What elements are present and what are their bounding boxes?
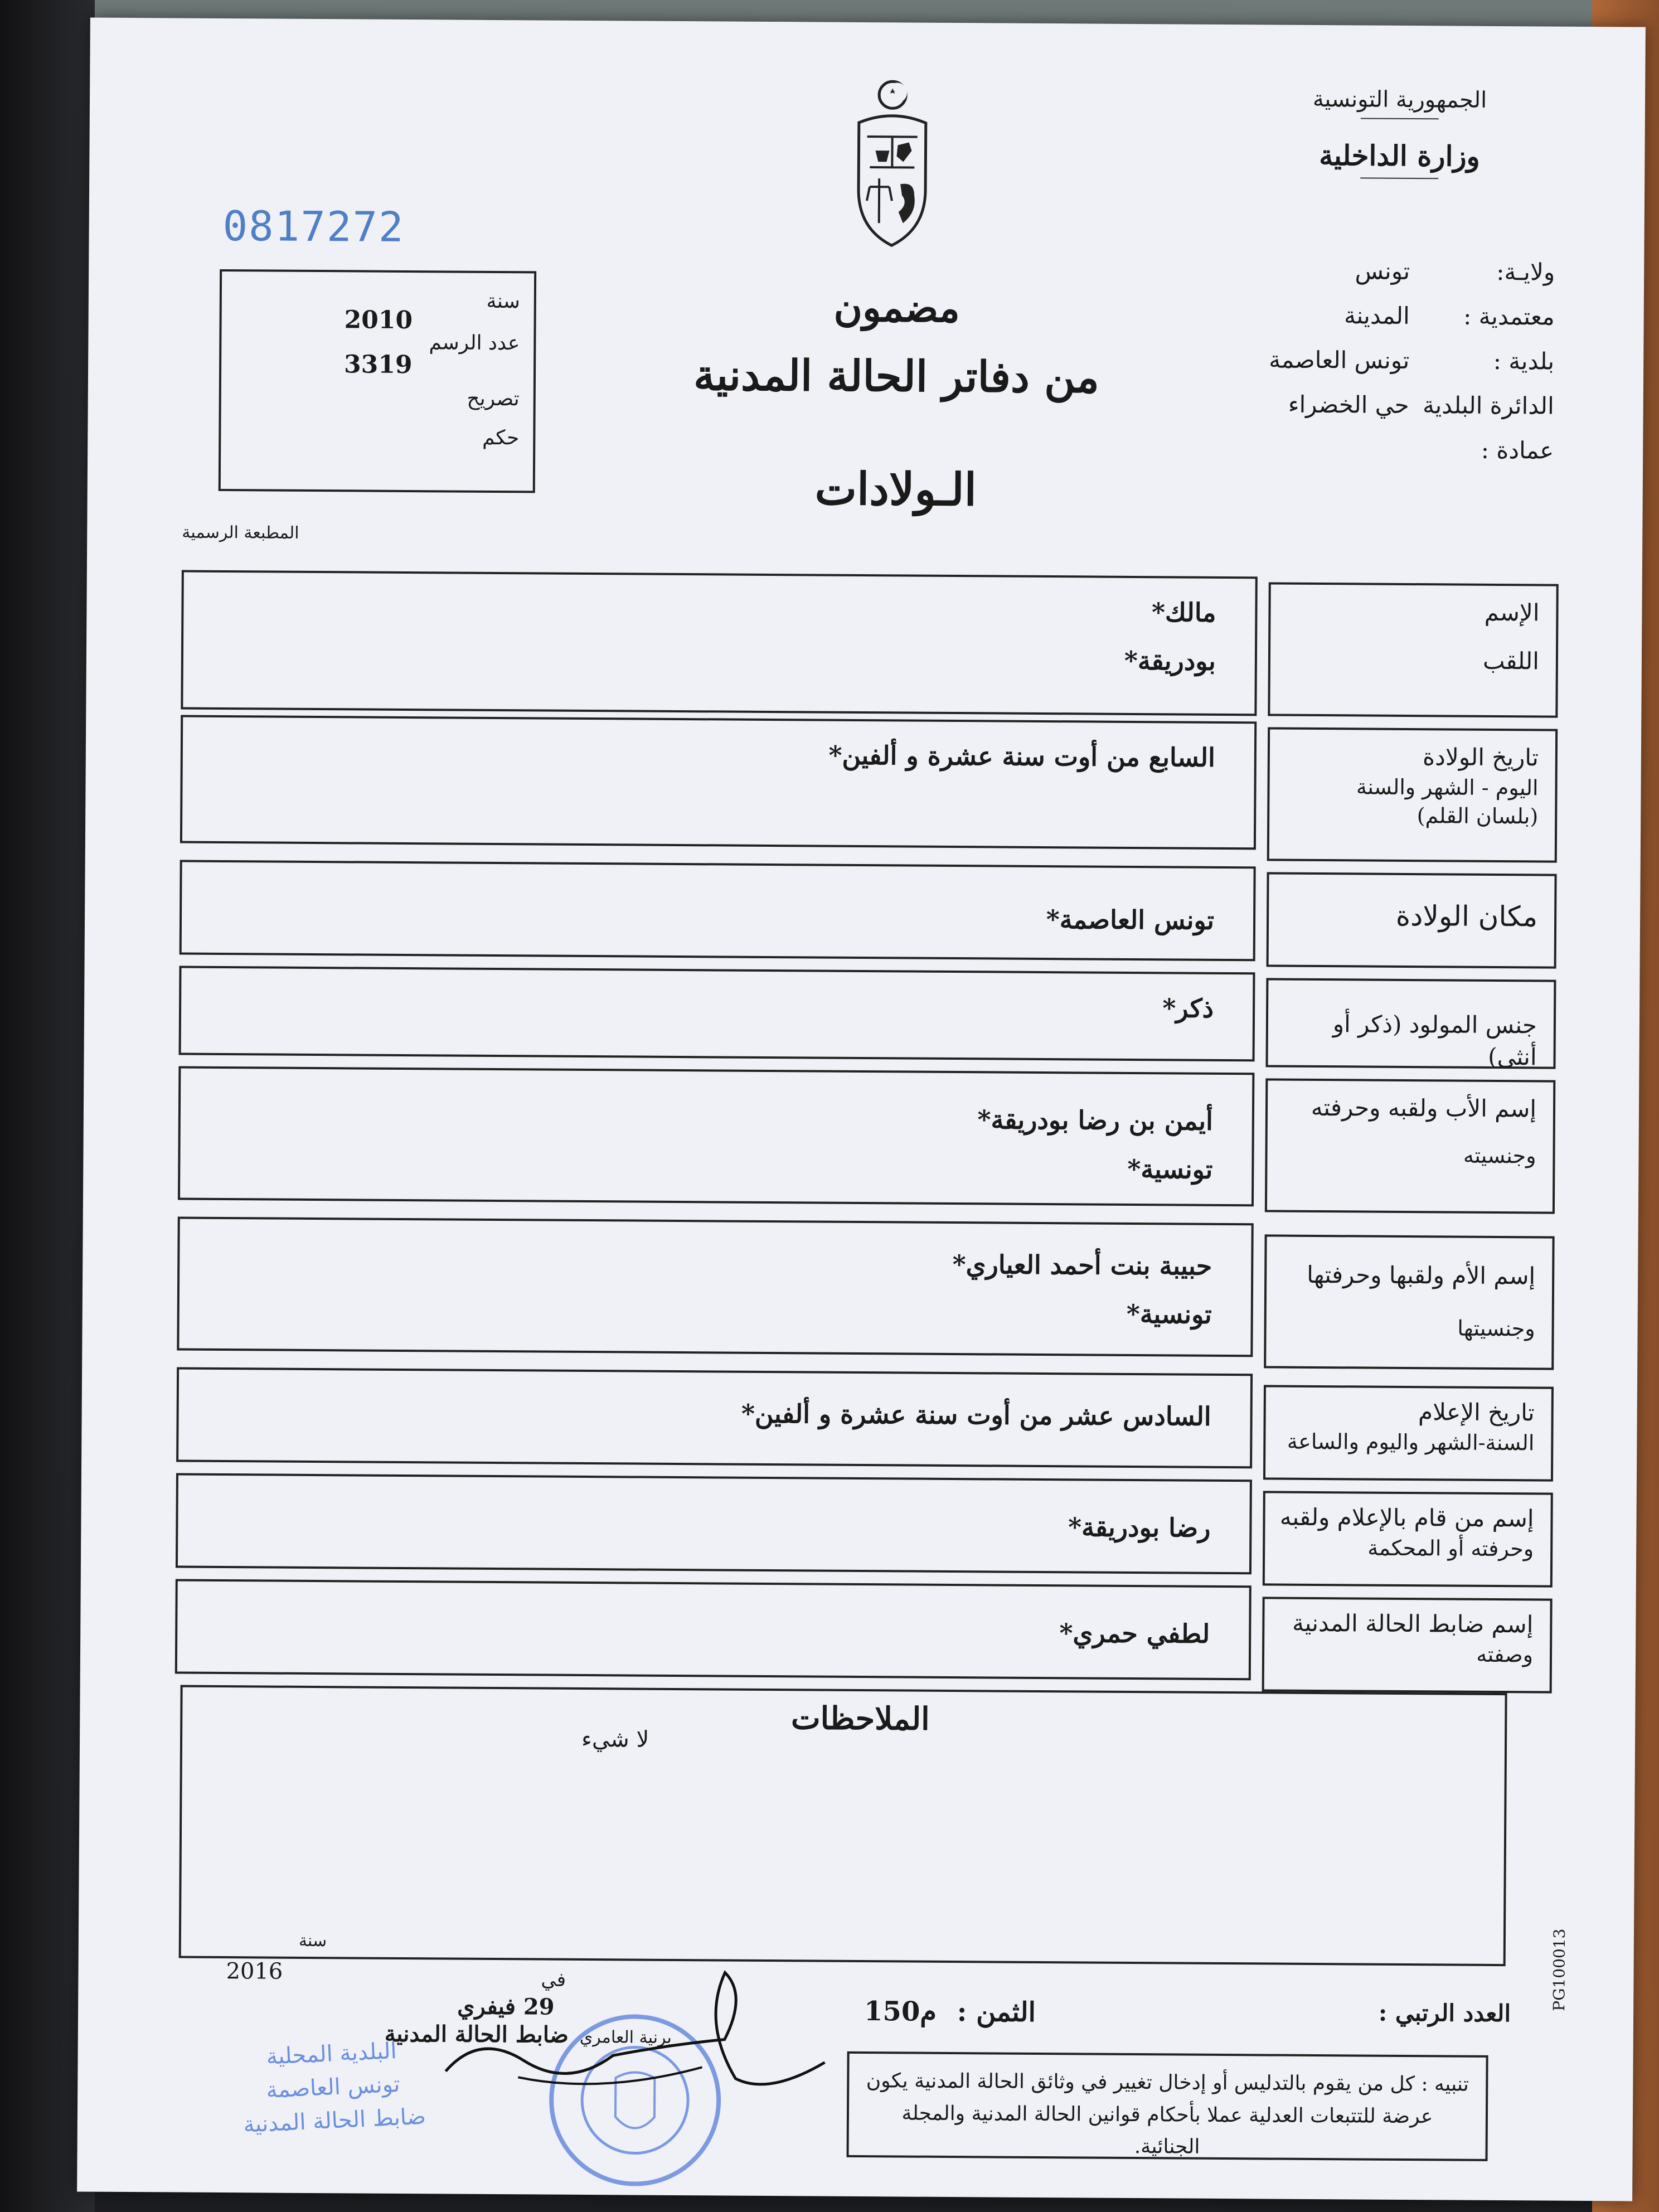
record-year: 2010	[344, 305, 413, 335]
declaration-date-label: تاريخ الإعلام	[1418, 1398, 1535, 1427]
stamp-line: البلدية المحلية	[265, 2038, 397, 2070]
declaration-date-value: السادس عشر من أوت سنة عشرة و ألفين*	[741, 1398, 1211, 1432]
birth-place-label: مكان الولادة	[1395, 899, 1538, 933]
mother-nationality-value: تونسية*	[1126, 1299, 1212, 1330]
sex-value-cell	[179, 966, 1255, 1062]
coat-of-arms-icon	[836, 78, 948, 257]
order-number-label: العدد الرتبي :	[1378, 1998, 1511, 2027]
signature-icon	[434, 1959, 837, 2107]
first-name-value: مالك*	[1151, 597, 1216, 628]
signer-name: برنية العامري	[579, 2027, 672, 2048]
sex-value: ذكر*	[1162, 993, 1214, 1023]
birth-place-label-cell	[1267, 872, 1557, 968]
father-value-cell	[178, 1066, 1254, 1207]
price	[864, 1996, 1036, 2028]
footer-year-label: سنة	[298, 1930, 327, 1951]
municipality-value: تونس العاصمة	[1269, 345, 1410, 374]
judgment-label: حكم	[482, 426, 520, 450]
record-number-label: عدد الرسم	[429, 331, 520, 355]
republic-name: الجمهورية التونسية	[1312, 86, 1487, 113]
birth-date-sublabel: اليوم - الشهر والسنة	[1356, 774, 1539, 801]
divider	[1361, 118, 1439, 119]
record-year-label: سنة	[486, 289, 520, 313]
officer-sublabel: وصفته	[1476, 1642, 1534, 1667]
father-nationality-label: وجنسيته	[1463, 1143, 1536, 1168]
mother-value-cell	[177, 1217, 1253, 1357]
father-value: أيمن بن رضا بودريقة*	[977, 1104, 1214, 1136]
ministry-header	[1299, 86, 1500, 180]
governorate-value: تونس	[1355, 256, 1410, 285]
warning-box: تنبيه : كل من يقوم بالتدليس أو إدخال تغيير في وثائق الحالة المدنية يكون عرضة للتتبعات العدلية عملا بأحكام قوانين الحالة المدنية والمجلة الجنائية.	[847, 2051, 1488, 2161]
surname-label: اللقب	[1482, 647, 1540, 675]
birth-date-label: تاريخ الولادة	[1422, 743, 1539, 772]
officer-value: لطفي حمري*	[1059, 1618, 1210, 1649]
sex-label-cell	[1265, 978, 1556, 1069]
father-label: إسم الأب ولقبه وحرفته	[1311, 1093, 1537, 1123]
remarks-value: لا شيء	[581, 1726, 649, 1753]
remarks-title: الملاحظات	[790, 1700, 930, 1738]
birth-date-value-cell	[180, 715, 1257, 850]
footer-officer-title: ضابط الحالة المدنية	[384, 2020, 569, 2048]
first-name-label: الإسم	[1484, 598, 1540, 627]
declaration-date-value-cell	[176, 1367, 1253, 1469]
mother-value: حبيبة بنت أحمد العياري*	[952, 1249, 1212, 1281]
serial-number: 0817272	[222, 202, 405, 251]
delegation-label: معتمدية :	[1463, 302, 1555, 331]
district-label: الدائرة البلدية	[1422, 391, 1554, 420]
footer-year: 2016	[226, 1958, 283, 1985]
birth-place-value-cell	[180, 860, 1256, 962]
name-label-cell	[1268, 582, 1558, 717]
declarant-label: إسم من قام بالإعلام ولقبه	[1279, 1503, 1534, 1532]
stamp-line: تونس العاصمة	[265, 2071, 401, 2103]
declaration-label: تصريح	[467, 387, 520, 411]
footer-in-label: في	[541, 1968, 566, 1991]
officer-label: إسم ضابط الحالة المدنية	[1292, 1609, 1534, 1638]
title-births: الـولادات	[814, 462, 977, 516]
record-number: 3319	[343, 350, 413, 380]
declarant-value: رضا بودريقة*	[1068, 1512, 1211, 1543]
record-box	[219, 269, 536, 493]
district-value: حي الخضراء	[1288, 390, 1409, 419]
birth-date-value: السابع من أوت سنة عشرة و ألفين*	[828, 740, 1216, 773]
declaration-date-sublabel: السنة-الشهر واليوم والساعة	[1287, 1429, 1535, 1456]
divider	[1360, 177, 1438, 179]
governorate-label: ولايـة:	[1496, 258, 1555, 286]
price-label: الثمن :	[957, 1996, 1036, 2028]
imada-label: عمادة :	[1481, 436, 1554, 464]
declarant-label-cell	[1263, 1491, 1553, 1587]
delegation-value: المدينة	[1343, 301, 1410, 329]
officer-label-cell	[1262, 1597, 1553, 1693]
sex-label: جنس المولود (ذكر أو أنثى)	[1332, 1010, 1537, 1071]
father-label-cell	[1265, 1078, 1555, 1214]
surname-value: بودريقة*	[1124, 646, 1216, 677]
birth-certificate	[77, 18, 1646, 2201]
price-value: 150م	[864, 1996, 937, 2027]
stamp-line: ضابط الحالة المدنية	[242, 2103, 426, 2138]
officer-value-cell	[175, 1579, 1251, 1681]
birth-place-value: تونس العاصمة*	[1046, 904, 1215, 935]
ministry-name: وزارة الداخلية	[1319, 138, 1480, 173]
declarant-sublabel: وحرفته أو المحكمة	[1367, 1535, 1534, 1561]
declarant-value-cell	[176, 1473, 1252, 1575]
printer-note: المطبعة الرسمية	[182, 522, 299, 543]
title-registry: من دفاتر الحالة المدنية	[693, 350, 1100, 402]
father-nationality-value: تونسية*	[1127, 1154, 1213, 1185]
admin-info	[1163, 247, 1555, 472]
form-code: PG100013	[1550, 1928, 1569, 2011]
mother-label-cell	[1264, 1234, 1554, 1370]
title-summary: مضمون	[833, 284, 961, 332]
declaration-date-label-cell	[1263, 1385, 1554, 1481]
name-value-cell	[181, 570, 1257, 716]
mother-label: إسم الأم ولقبها وحرفتها	[1307, 1260, 1536, 1290]
municipality-label: بلدية :	[1493, 347, 1555, 375]
birth-date-note: (بلسان القلم)	[1417, 803, 1539, 829]
birth-date-label-cell	[1267, 727, 1558, 862]
mother-nationality-label: وجنسيتها	[1457, 1316, 1535, 1341]
footer-date: 29 فيفري	[457, 1993, 555, 2020]
